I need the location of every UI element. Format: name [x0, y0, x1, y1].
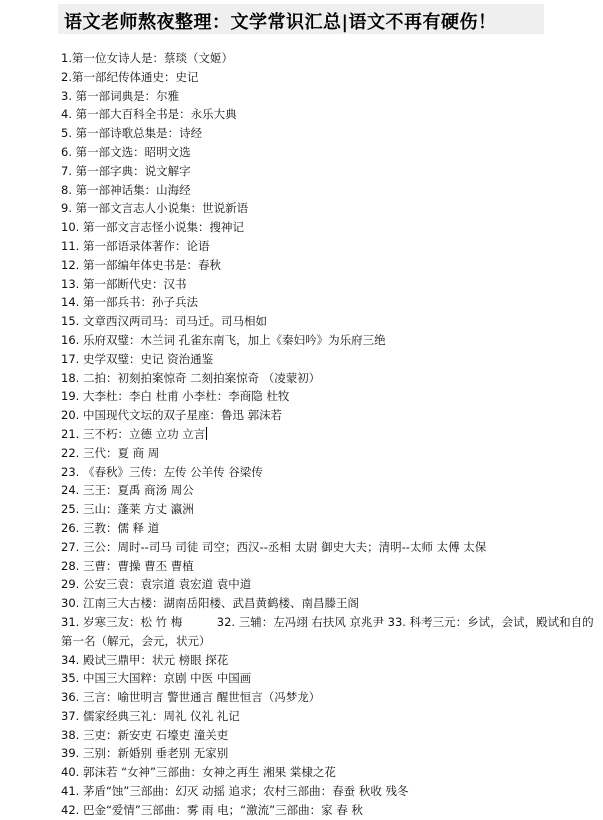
list-item: 39. 三别：新婚别 垂老别 无家别 [61, 746, 229, 761]
list-item: 16. 乐府双璧：木兰词 孔雀东南飞，加上《秦妇吟》为乐府三绝 [61, 332, 386, 347]
list-item: 24. 三王：夏禹 商汤 周公 [61, 483, 194, 498]
list-item: 5. 第一部诗歌总集是：诗经 [61, 126, 203, 141]
list-item: 15. 文章西汉两司马：司马迁。司马相如 [61, 314, 267, 329]
list-item: 38. 三吏：新安吏 石壕吏 潼关吏 [61, 727, 229, 742]
list-item: 30. 江南三大古楼：湖南岳阳楼、武昌黄鹤楼、南昌滕王阁 [61, 596, 359, 611]
list-item: 3. 第一部词典是：尔雅 [61, 88, 180, 103]
list-item: 11. 第一部语录体著作：论语 [61, 238, 210, 253]
list-item: 8. 第一部神话集：山海经 [61, 182, 191, 197]
list-item: 42. 巴金“爱情”三部曲：雾 雨 电；“激流”三部曲：家 春 秋 [61, 802, 363, 817]
list-item: 40. 郭沫若 “女神”三部曲：女神之再生 湘果 棠棣之花 [61, 765, 336, 780]
list-item: 21. 三不朽：立德 立功 立言 [61, 426, 206, 441]
page-title: 语文老师熬夜整理：文学常识汇总|语文不再有硬伤！ [64, 12, 497, 33]
list-item: 14. 第一部兵书：孙子兵法 [61, 295, 198, 310]
list-item: 18. 二拍：初刻拍案惊奇 二刻拍案惊奇 （凌蒙初） [61, 370, 321, 385]
list-item: 34. 殿试三鼎甲：状元 榜眼 探花 [61, 652, 229, 667]
list-item: 19. 大李杜：李白 杜甫 小李杜：李商隐 杜牧 [61, 389, 290, 404]
list-item: 13. 第一部断代史：汉书 [61, 276, 187, 291]
list-item: 31. 岁寒三友：松 竹 梅 32. 三辅：左冯翊 右扶风 京兆尹 33. 科考三元：乡试，会试，殿试和自的第一名（解元，会元，状元） [61, 614, 594, 648]
list-item: 37. 儒家经典三礼：周礼 仪礼 礼记 [61, 708, 240, 723]
list-item: 6. 第一部文选：昭明文选 [61, 144, 191, 159]
literature-facts-list [61, 49, 601, 820]
list-item: 7. 第一部字典：说文解字 [61, 163, 191, 178]
text-cursor [206, 427, 207, 440]
list-item: 25. 三山：蓬莱 方丈 瀛洲 [61, 502, 194, 517]
list-item: 2.第一部纪传体通史：史记 [61, 69, 199, 84]
list-item: 1.第一位女诗人是：蔡琰（文姬） [61, 51, 233, 65]
list-item: 35. 中国三大国粹：京剧 中医 中国画 [61, 671, 252, 686]
list-item: 20. 中国现代文坛的双子星座：鲁迅 郭沫若 [61, 408, 283, 423]
list-item: 10. 第一部文言志怪小说集：搜神记 [61, 220, 244, 235]
list-item: 36. 三言：喻世明言 警世通言 醒世恒言（冯梦龙） [61, 690, 321, 705]
list-item: 23. 《春秋》三传：左传 公羊传 谷梁传 [61, 464, 263, 479]
list-item: 12. 第一部编年体史书是：春秋 [61, 257, 221, 272]
list-item: 27. 三公：周时--司马 司徒 司空；西汉--丞相 太尉 御史大夫；清明--太师 太傅 太保 [61, 539, 487, 554]
list-item: 41. 茅盾“蚀”三部曲：幻灭 动摇 追求；农村三部曲：春蚕 秋收 残冬 [61, 784, 409, 799]
list-item: 4. 第一部大百科全书是：永乐大典 [61, 107, 237, 122]
list-item: 28. 三曹：曹操 曹丕 曹植 [61, 558, 194, 573]
list-item: 22. 三代：夏 商 周 [61, 445, 160, 460]
list-item: 17. 史学双璧：史记 资治通鉴 [61, 351, 214, 366]
list-item: 29. 公安三袁：袁宗道 袁宏道 袁中道 [61, 577, 252, 592]
list-item: 26. 三教：儒 释 道 [61, 520, 160, 535]
list-item: 9. 第一部文言志人小说集：世说新语 [61, 201, 249, 216]
